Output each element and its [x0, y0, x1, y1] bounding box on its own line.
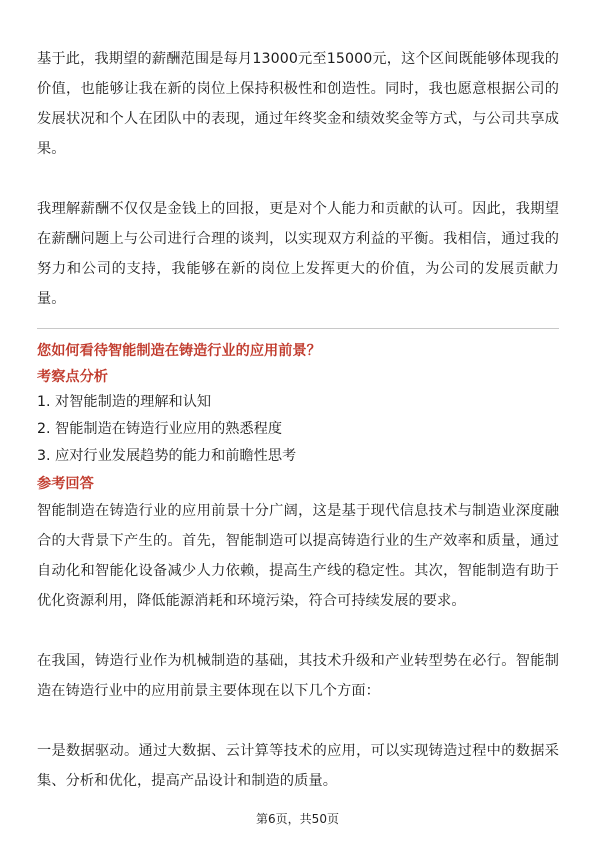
paragraph-spacer	[37, 706, 559, 736]
answer-paragraph: 在我国，铸造行业作为机械制造的基础，其技术升级和产业转型势在必行。智能制造在铸造行业中的应用前景主要体现在以下几个方面：	[37, 653, 559, 699]
analysis-point: 1. 对智能制造的理解和认知	[37, 394, 212, 410]
page-number: 第6页，共50页	[256, 812, 339, 826]
analysis-point: 2. 智能制造在铸造行业应用的熟悉程度	[37, 421, 283, 437]
question-heading: 您如何看待智能制造在铸造行业的应用前景？	[37, 343, 321, 359]
paragraph-spacer	[37, 616, 559, 646]
answer-label: 参考回答	[37, 476, 94, 492]
analysis-point: 3. 应对行业发展趋势的能力和前瞻性思考	[37, 448, 297, 464]
answer-paragraph: 智能制造在铸造行业的应用前景十分广阔，这是基于现代信息技术与制造业深度融合的大背景下产生的。首先，智能制造可以提高铸造行业的生产效率和质量，通过自动化和智能化设备减少人力依赖，提高生产线的稳定性。其次，智能制造有助于优化资源利用，降低能源消耗和环境污染，符合可持续发展的要求。	[37, 503, 559, 609]
page-content	[37, 44, 559, 796]
analysis-label: 考察点分析	[37, 369, 108, 385]
section-divider	[37, 328, 559, 329]
salary-paragraph: 基于此，我期望的薪酬范围是每月13000元至15000元，这个区间既能够体现我的价值，也能够让我在新的岗位上保持积极性和创造性。同时，我也愿意根据公司的发展状况和个人在团队中的表现，通过年终奖金和绩效奖金等方式，与公司共享成果。	[37, 51, 559, 157]
paragraph-spacer	[37, 164, 559, 194]
salary-view-paragraph: 我理解薪酬不仅仅是金钱上的回报，更是对个人能力和贡献的认可。因此，我期望在薪酬问题上与公司进行合理的谈判，以实现双方利益的平衡。我相信，通过我的努力和公司的支持，我能够在新的岗位上发挥更大的价值，为公司的发展贡献力量。	[37, 201, 559, 307]
answer-paragraph: 一是数据驱动。通过大数据、云计算等技术的应用，可以实现铸造过程中的数据采集、分析和优化，提高产品设计和制造的质量。	[37, 743, 559, 789]
analysis-list	[37, 389, 559, 470]
